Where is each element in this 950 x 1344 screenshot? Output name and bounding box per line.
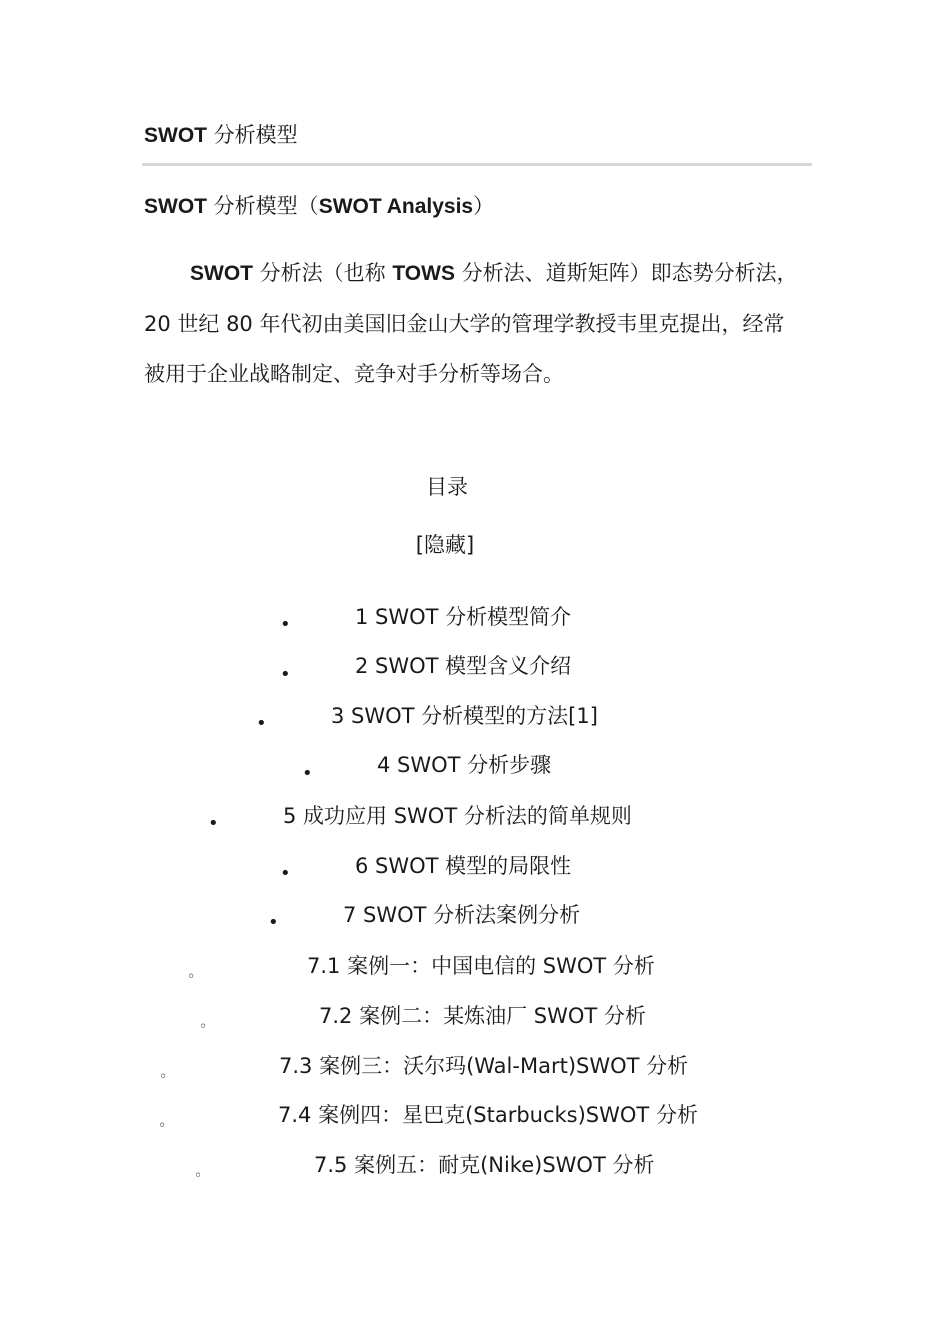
toc-item-3[interactable]: 3 SWOT 分析模型的方法[1] [331, 704, 598, 728]
toc-item-7-1[interactable]: 7.1 案例一：中国电信的 SWOT 分析 [307, 954, 655, 978]
toc-item-7-3[interactable]: 7.3 案例三：沃尔玛(Wal-Mart)SWOT 分析 [279, 1054, 689, 1078]
toc-bullet-filled: • [280, 664, 291, 685]
page-title-rest: 分析模型 [207, 123, 298, 147]
intro-line-1 [190, 258, 858, 289]
toc-item-2[interactable]: 2 SWOT 模型含义介绍 [355, 654, 572, 678]
toc-bullet-filled: • [280, 863, 291, 884]
toc-item-7[interactable]: 7 SWOT 分析法案例分析 [343, 903, 581, 927]
intro-bold-tows: TOWS [392, 262, 455, 285]
section-heading-bold-1: SWOT [144, 195, 207, 218]
toc-item-7-2[interactable]: 7.2 案例二：某炼油厂 SWOT 分析 [319, 1004, 646, 1028]
intro-text-2: 分析法、道斯矩阵）即态势分析法， [454, 261, 798, 285]
toc-hide-link[interactable]: [隐藏] [415, 533, 475, 557]
intro-bold-swot: SWOT [190, 262, 253, 285]
section-heading-bold-2: SWOT Analysis [318, 195, 474, 218]
toc-item-1[interactable]: 1 SWOT 分析模型简介 [355, 605, 572, 629]
intro-line-3: 被用于企业战略制定、竞争对手分析等场合。 [144, 362, 564, 386]
toc-bullet-filled: • [302, 763, 313, 784]
toc-bullet-filled: • [208, 813, 219, 834]
section-heading-middle: 分析模型（ [207, 194, 319, 218]
toc-bullet-hollow: ◦ [199, 1019, 208, 1035]
intro-text-1: 分析法（也称 [253, 261, 393, 285]
toc-bullet-hollow: ◦ [194, 1168, 203, 1184]
page-title-bold: SWOT [144, 124, 207, 147]
section-heading-end: ） [473, 194, 495, 218]
toc-item-5[interactable]: 5 成功应用 SWOT 分析法的简单规则 [283, 804, 632, 828]
toc-bullet-hollow: ◦ [158, 1118, 167, 1134]
toc-title: 目录 [426, 475, 468, 499]
toc-bullet-hollow: ◦ [159, 1069, 168, 1085]
toc-item-7-4[interactable]: 7.4 案例四：星巴克(Starbucks)SWOT 分析 [278, 1103, 698, 1127]
toc-bullet-filled: • [280, 614, 291, 635]
intro-line-2: 20 世纪 80 年代初由美国旧金山大学的管理学教授韦里克提出，经常 [144, 312, 785, 336]
toc-item-7-5[interactable]: 7.5 案例五：耐克(Nike)SWOT 分析 [314, 1153, 655, 1177]
section-heading [144, 191, 494, 222]
page-title [144, 120, 298, 151]
toc-item-4[interactable]: 4 SWOT 分析步骤 [377, 753, 552, 777]
toc-bullet-filled: • [256, 713, 267, 734]
toc-hide-toggle[interactable] [0, 530, 890, 560]
toc-bullet-hollow: ◦ [187, 969, 196, 985]
toc-item-6[interactable]: 6 SWOT 模型的局限性 [355, 854, 572, 878]
toc-bullet-filled: • [268, 912, 279, 933]
title-divider [142, 163, 812, 166]
